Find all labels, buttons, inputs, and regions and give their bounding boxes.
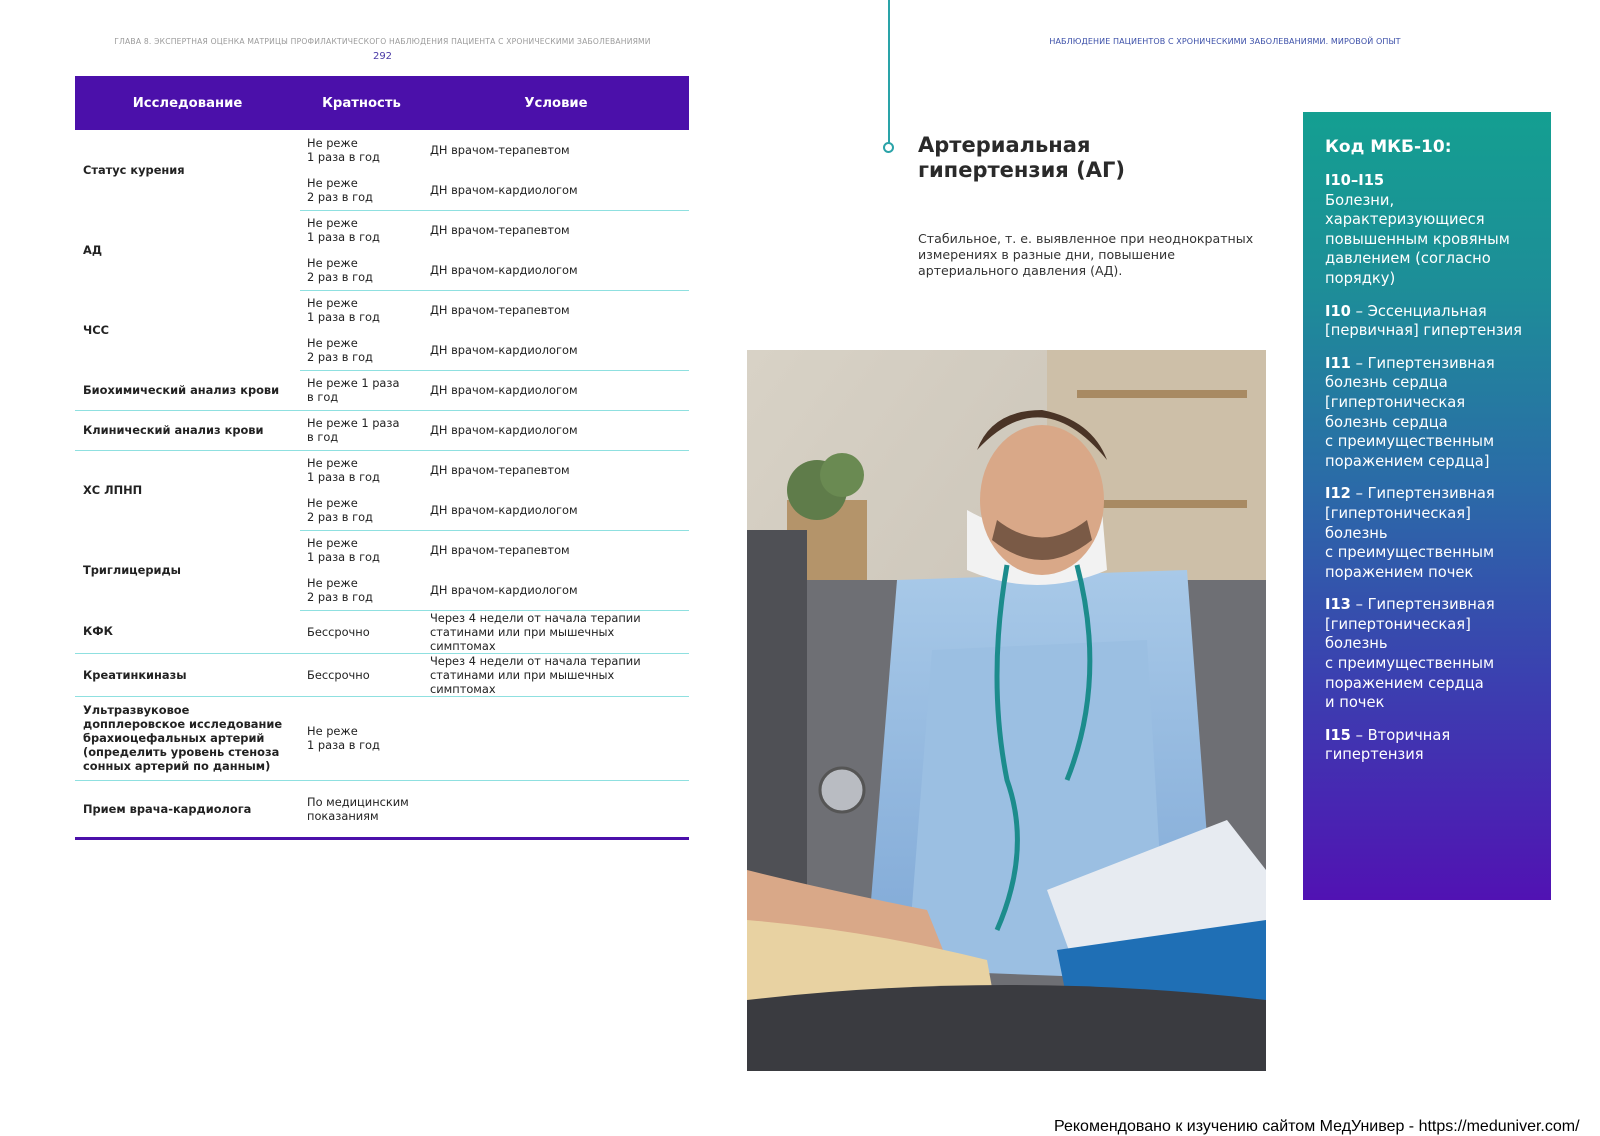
icd-code: I11 — [1325, 354, 1351, 372]
icd-separator: – — [1350, 726, 1368, 744]
study-name-cell: Статус курения — [83, 163, 185, 177]
divider-line — [888, 0, 890, 146]
header-frequency: Кратность — [300, 76, 423, 130]
condition-cell: ДН врачом-терапевтом — [430, 463, 570, 478]
table-row — [75, 653, 689, 696]
table-row — [75, 130, 689, 170]
table-header-row — [75, 76, 689, 130]
chapter-title: ГЛАВА 8. ЭКСПЕРТНАЯ ОЦЕНКА МАТРИЦЫ ПРОФИЛАКТИЧЕСКОГО НАБЛЮДЕНИЯ ПАЦИЕНТА С ХРОНИЧЕСКИМИ ЗАБОЛЕВАНИЯМИ — [114, 37, 651, 46]
condition-cell: Через 4 недели от начала терапии статинами или при мышечных симптомах — [423, 653, 689, 696]
icd-code: I10 — [1325, 302, 1351, 320]
study-name-cell: ХС ЛПНП — [83, 483, 143, 498]
frequency-cell: Бессрочно — [300, 653, 423, 696]
frequency-cell: Бессрочно — [300, 610, 423, 653]
disease-title: Артериальная гипертензия (АГ) — [918, 133, 1125, 182]
icd-description: Гипертензивная болезнь сердца [гипертоническая болезнь сердца с преимущественным поражением сердца] — [1325, 354, 1495, 470]
study-name-cell: КФК — [75, 610, 300, 653]
study-name-cell: Биохимический анализ крови — [75, 370, 300, 410]
footer-note: Рекомендовано к изучению сайтом МедУнивер - https://meduniver.com/ — [1054, 1118, 1580, 1135]
header-condition: Условие — [423, 76, 689, 130]
frequency-cell: Не реже 1 раза в год — [307, 456, 380, 485]
doctor-photo — [747, 350, 1266, 1071]
frequency-cell: Не реже 1 раза в год — [300, 696, 423, 780]
table-row — [75, 450, 689, 490]
left-page-header — [75, 37, 690, 62]
frequency-cell: Не реже 1 раза в год — [300, 370, 423, 410]
condition-cell: ДН врачом-кардиологом — [423, 170, 689, 210]
icd-item — [1325, 726, 1531, 765]
condition-cell: ДН врачом-терапевтом — [430, 543, 570, 558]
condition-cell: ДН врачом-кардиологом — [423, 330, 689, 370]
frequency-cell: Не реже 1 раза в год — [300, 410, 423, 450]
frequency-cell: По медицинским показаниям — [300, 780, 423, 838]
table-body — [75, 130, 689, 838]
icd-description: Гипертензивная [гипертоническая] болезнь с преимущественным поражением сердца и почек — [1325, 596, 1495, 712]
icd-item — [1325, 595, 1531, 713]
icd-item — [1325, 171, 1531, 289]
frequency-cell: Не реже 2 раз в год — [300, 250, 423, 290]
icd-description: Вторичная гипертензия — [1325, 726, 1451, 764]
study-name-cell: Ультразвуковое допплеровское исследование брахиоцефальных артерий (определить уровень стеноза сонных артерий по данным) — [75, 696, 300, 780]
icd-description: Болезни, характеризующиеся повышенным кровяным давлением (согласно порядку) — [1325, 191, 1510, 287]
study-name-cell: АД — [83, 243, 102, 257]
condition-cell: ДН врачом-терапевтом — [430, 223, 570, 238]
condition-cell: ДН врачом-терапевтом — [430, 143, 570, 157]
frequency-cell: Не реже 1 раза в год — [307, 216, 380, 245]
study-name-cell: Триглицериды — [83, 563, 181, 577]
icd-description: Эссенциальная [первичная] гипертензия — [1325, 302, 1523, 340]
icd-code: I12 — [1325, 485, 1351, 503]
condition-cell: ДН врачом-кардиологом — [423, 570, 689, 610]
frequency-cell: Не реже 2 раз в год — [300, 490, 423, 530]
frequency-cell: Не реже 2 раз в год — [300, 570, 423, 610]
study-name-cell: Прием врача-кардиолога — [75, 780, 300, 838]
frequency-cell: Не реже 2 раз в год — [300, 170, 423, 210]
page-number: 292 — [372, 51, 393, 62]
icd-separator: – — [1350, 485, 1368, 503]
disease-description: Стабильное, т. е. выявленное при неоднократных измерениях в разные дни, повышение артериального давления (АД). — [918, 231, 1254, 278]
observation-table — [75, 76, 689, 840]
study-name-cell: Креатинкиназы — [75, 653, 300, 696]
icd-item — [1325, 484, 1531, 582]
condition-cell: ДН врачом-кардиологом — [423, 250, 689, 290]
condition-cell: ДН врачом-кардиологом — [423, 370, 689, 410]
condition-cell: ДН врачом-кардиологом — [423, 490, 689, 530]
table-row — [75, 780, 689, 838]
table-row — [75, 370, 689, 410]
icd-item — [1325, 354, 1531, 472]
condition-cell: Через 4 недели от начала терапии статинами или при мышечных симптомах — [423, 610, 689, 653]
right-page-header: НАБЛЮДЕНИЕ ПАЦИЕНТОВ С ХРОНИЧЕСКИМИ ЗАБОЛЕВАНИЯМИ. МИРОВОЙ ОПЫТ — [1049, 37, 1401, 46]
frequency-cell: Не реже 1 раза в год — [307, 536, 380, 565]
frequency-cell: Не реже 1 раза в год — [307, 296, 380, 325]
table-row — [75, 290, 689, 330]
icd-code: I10–I15 — [1325, 172, 1385, 189]
icd-separator: – — [1350, 596, 1368, 614]
header-study: Исследование — [75, 76, 300, 130]
divider-dot — [883, 142, 894, 153]
icd-title: Код МКБ-10: — [1325, 137, 1452, 157]
icd-separator: – — [1350, 354, 1368, 372]
study-name-cell: Клинический анализ крови — [75, 410, 300, 450]
icd-description: Гипертензивная [гипертоническая] болезнь с преимущественным поражением почек — [1325, 485, 1495, 581]
table-row — [75, 410, 689, 450]
condition-cell: ДН врачом-терапевтом — [430, 303, 570, 318]
icd-items-list — [1325, 171, 1531, 765]
table-row — [75, 610, 689, 653]
icd-item — [1325, 302, 1531, 341]
condition-cell — [423, 696, 689, 780]
icd-code: I13 — [1325, 596, 1351, 614]
icd-code: I15 — [1325, 726, 1351, 744]
icd-separator: – — [1350, 302, 1368, 320]
study-name-cell: ЧСС — [83, 323, 109, 337]
condition-cell — [423, 780, 689, 838]
frequency-cell: Не реже 1 раза в год — [307, 136, 380, 164]
table-row — [75, 530, 689, 570]
frequency-cell: Не реже 2 раз в год — [300, 330, 423, 370]
table-row — [75, 696, 689, 780]
table-row — [75, 210, 689, 250]
icd10-code-box — [1303, 112, 1551, 900]
condition-cell: ДН врачом-кардиологом — [423, 410, 689, 450]
